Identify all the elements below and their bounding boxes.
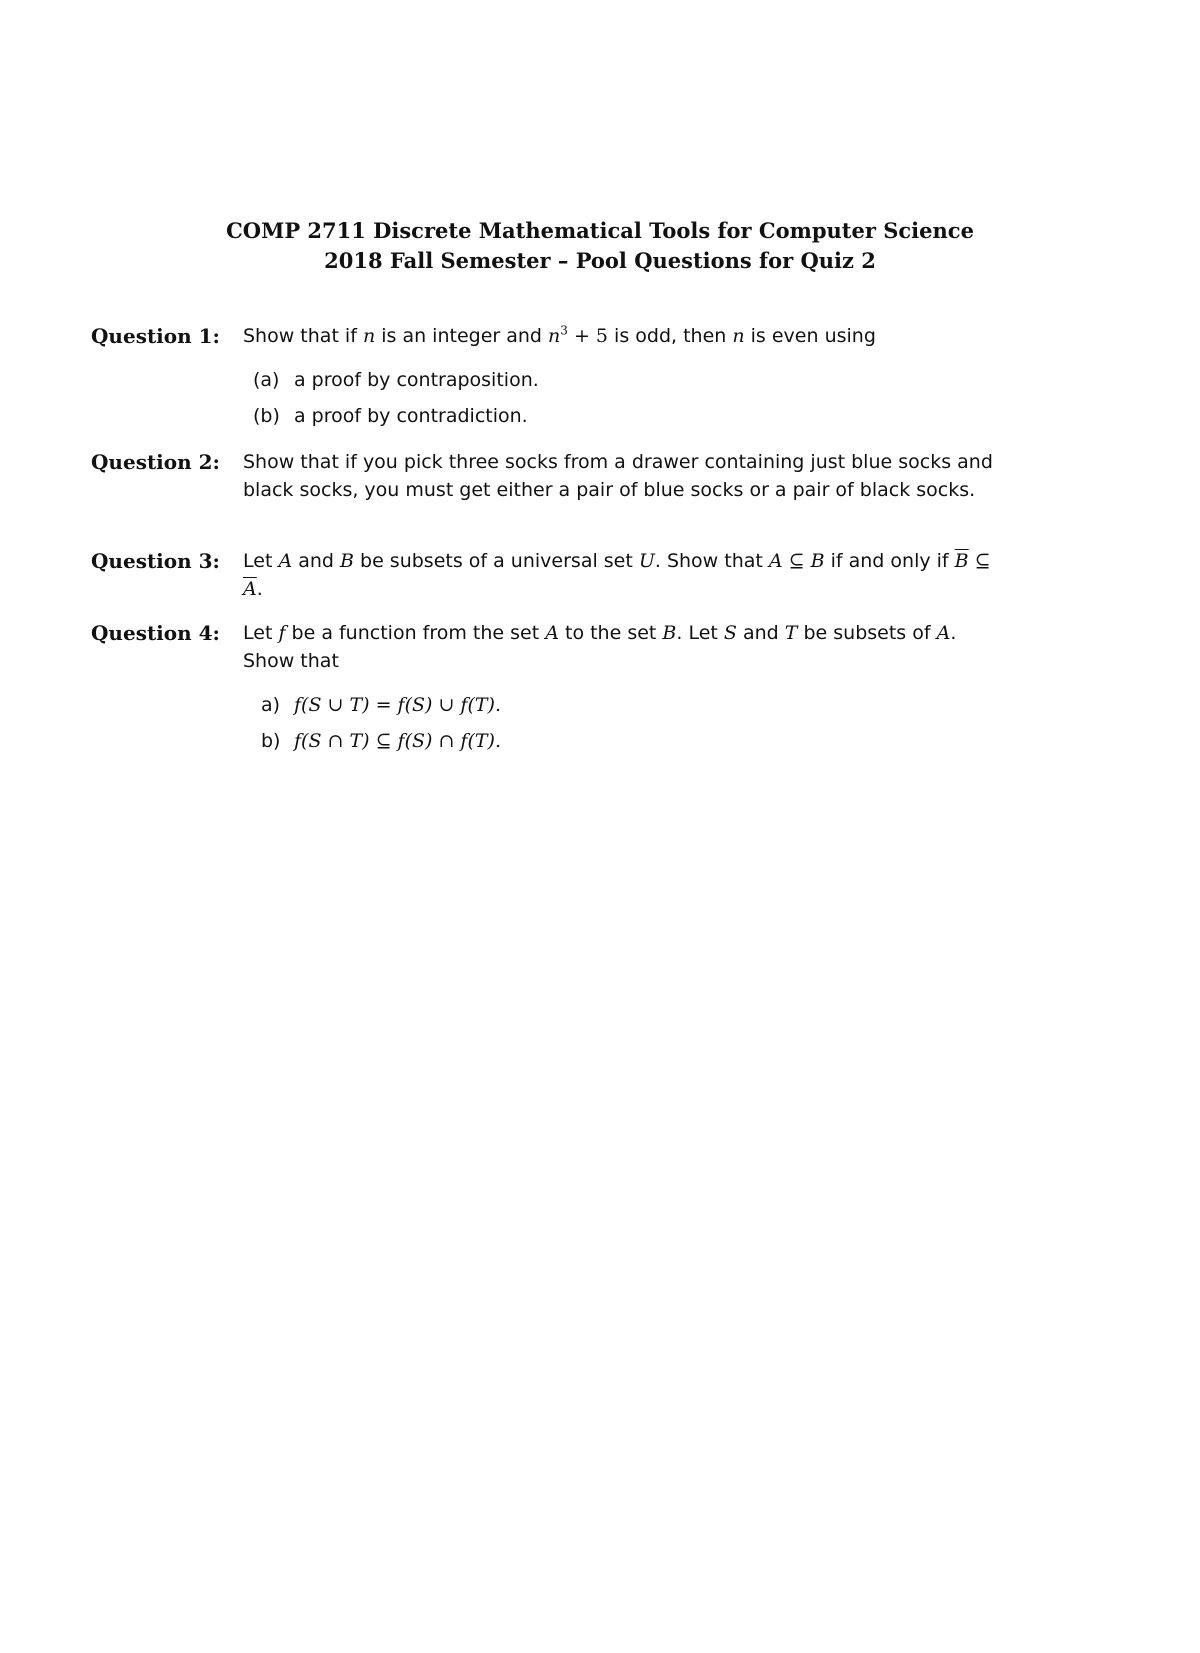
text-segment: . Show that <box>243 622 957 672</box>
question-body <box>243 322 998 434</box>
question-label: Question 1: <box>91 324 220 348</box>
text-segment: and <box>292 550 340 572</box>
sub-question <box>243 362 998 398</box>
math-operator: ⊆ <box>968 550 991 572</box>
math-complement: $\overline{B}$ <box>954 550 969 572</box>
math-exponent: 3 <box>560 323 568 338</box>
course-title: COMP 2711 Discrete Mathematical Tools for Computer Science <box>226 218 974 243</box>
text-segment: is even using <box>744 325 876 347</box>
math-variable: n <box>548 325 561 347</box>
math-variable: U <box>638 550 655 572</box>
sub-question-text: a proof by contraposition. <box>294 369 539 391</box>
question-text <box>243 547 998 603</box>
sub-question-list <box>243 687 998 759</box>
math-complement: $\overline{A}$ <box>243 578 257 600</box>
question-body <box>243 619 998 759</box>
text-segment: to the set <box>558 622 663 644</box>
math-variable: n <box>732 325 745 347</box>
document-header <box>0 216 1200 276</box>
math-variable: T <box>784 622 798 644</box>
sub-question-label: a) <box>261 694 281 716</box>
text-segment: . <box>256 578 263 600</box>
sub-question-label: (b) <box>253 405 280 427</box>
text-segment: be a function from the set <box>285 622 546 644</box>
question-label: Question 2: <box>91 450 220 474</box>
math-variable: B <box>662 622 677 644</box>
text-segment: is an integer and <box>375 325 549 347</box>
text-segment: . Let <box>676 622 724 644</box>
sub-question <box>243 723 998 759</box>
sub-question-label: b) <box>261 730 281 752</box>
math-variable: n <box>362 325 376 347</box>
math-expression: + 5 <box>567 325 608 347</box>
question-text <box>243 322 998 350</box>
math-variable: B <box>340 550 354 572</box>
text-segment: be subsets of a universal set <box>353 550 639 572</box>
text-segment: be subsets of <box>797 622 937 644</box>
text-segment: if and only if <box>824 550 955 572</box>
sub-question-label: (a) <box>253 369 280 391</box>
math-expression: A ⊆ B <box>768 550 825 572</box>
sub-question <box>243 398 998 434</box>
question-body <box>243 448 998 504</box>
math-variable: f <box>278 622 286 644</box>
question-label: Question 3: <box>91 549 220 573</box>
text-segment: is odd, then <box>608 325 733 347</box>
math-variable: S <box>723 622 737 644</box>
text-segment: Let <box>243 622 279 644</box>
sub-question <box>243 687 998 723</box>
question-body <box>243 547 998 603</box>
question-text <box>243 619 998 675</box>
sub-question-formula: f(S ∪ T) = f(S) ∪ f(T). <box>294 694 501 716</box>
quiz-subtitle: 2018 Fall Semester – Pool Questions for Quiz 2 <box>324 248 876 273</box>
sub-question-list <box>243 362 998 434</box>
sub-question-text: a proof by contradiction. <box>294 405 528 427</box>
text-segment: and <box>736 622 785 644</box>
text-segment: Let <box>243 550 279 572</box>
math-variable: A <box>545 622 559 644</box>
text-segment: Show that if <box>243 325 363 347</box>
question-text: Show that if you pick three socks from a drawer containing just blue socks and black socks, you must get either a pair of blue socks or a pair of black socks. <box>243 451 993 501</box>
sub-question-formula: f(S ∩ T) ⊆ f(S) ∩ f(T). <box>294 730 501 752</box>
math-variable: A <box>278 550 293 572</box>
question-label: Question 4: <box>91 621 220 645</box>
text-segment: . Show that <box>654 550 769 572</box>
math-variable: A <box>936 622 951 644</box>
